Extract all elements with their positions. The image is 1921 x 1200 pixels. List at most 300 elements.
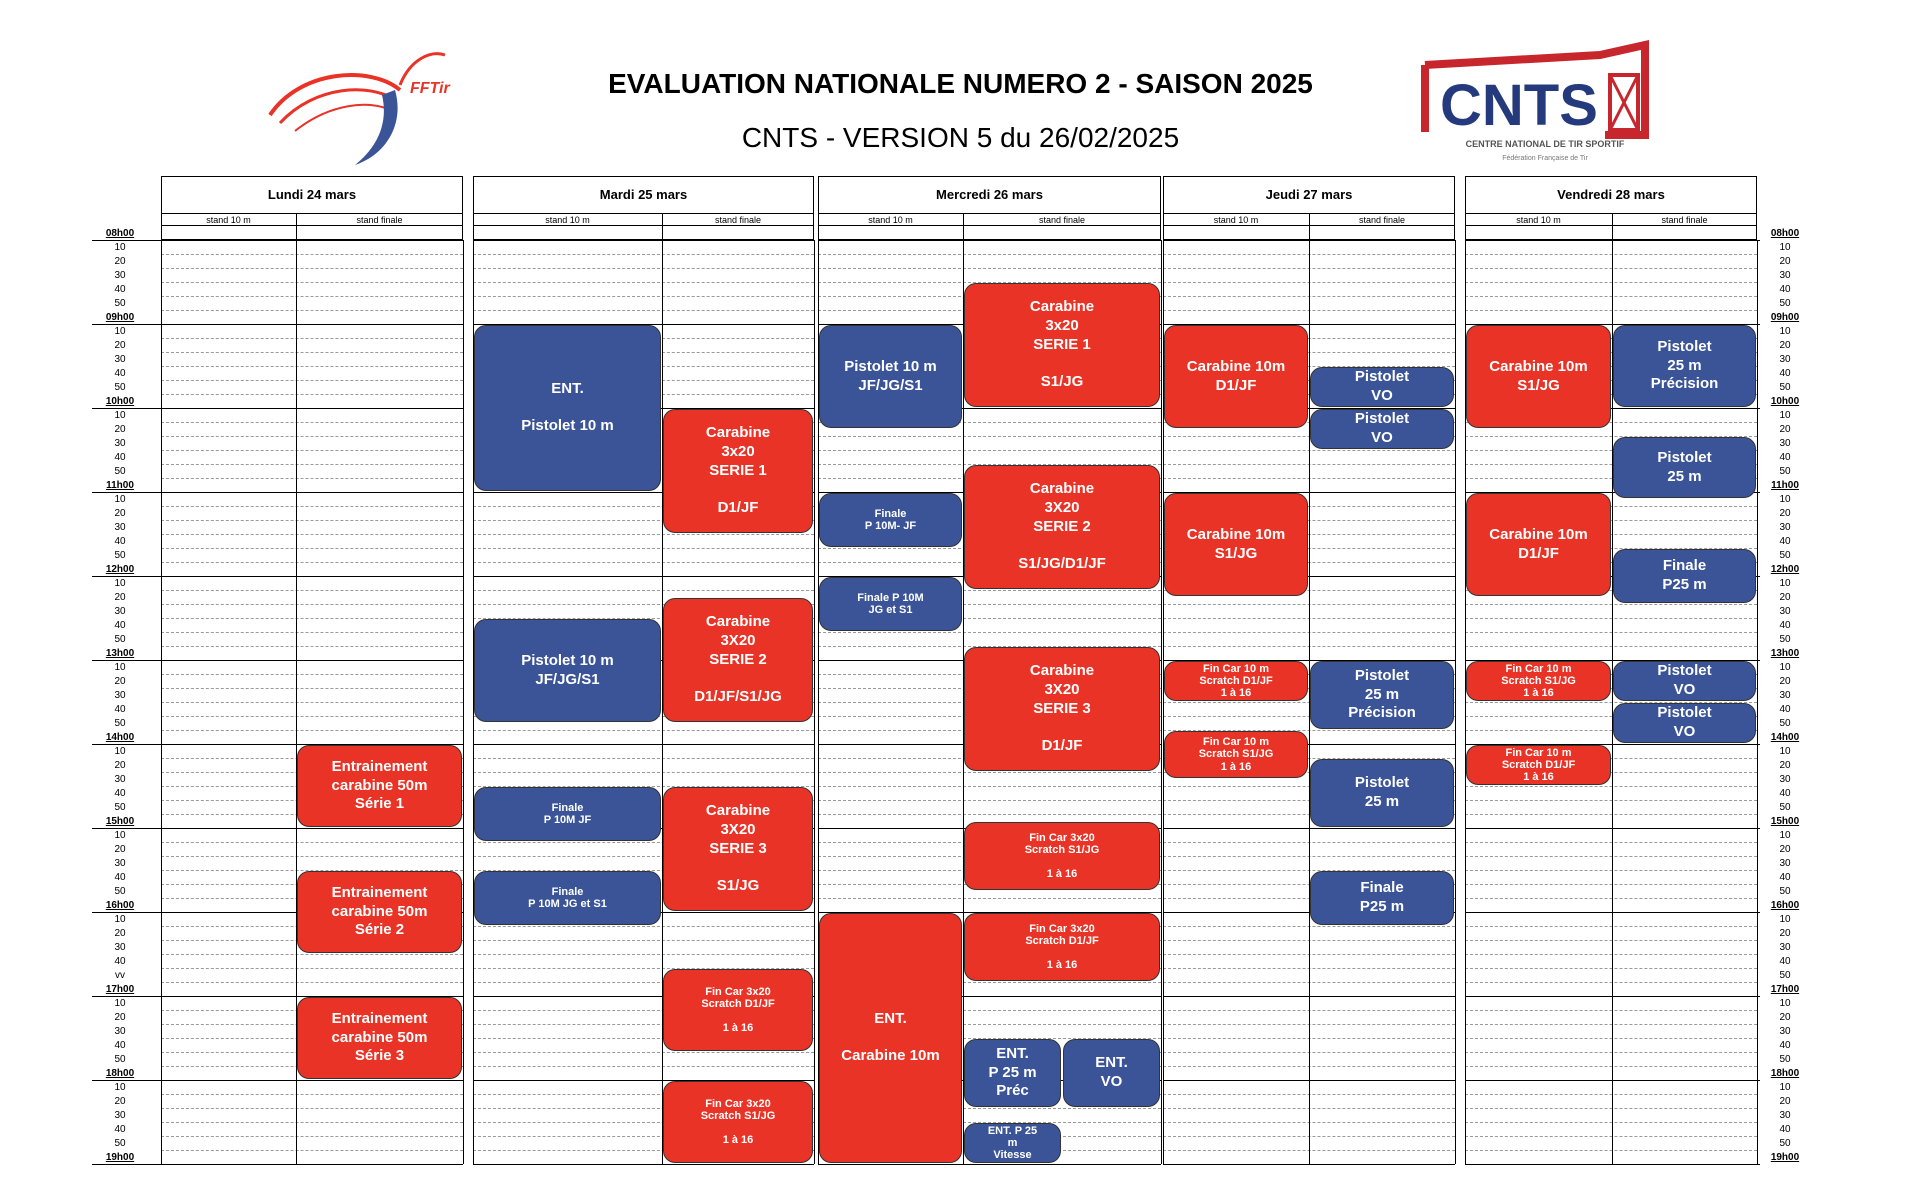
schedule-event[interactable] [1613, 325, 1756, 407]
schedule-event[interactable] [1164, 661, 1308, 701]
day-title: Vendredi 28 mars [1557, 187, 1665, 202]
hour-tick-left [92, 576, 162, 577]
schedule-event[interactable] [297, 871, 462, 953]
ten-minute-line [1465, 618, 1757, 619]
event-text-line: P 25 m [988, 1063, 1037, 1081]
schedule-event[interactable] [1613, 661, 1756, 701]
hour-label-left: 08h00 [105, 228, 135, 239]
ten-minute-line [1465, 1052, 1757, 1053]
event-text-line: 25 m [1364, 793, 1400, 810]
hour-label-right: 08h00 [1770, 228, 1800, 239]
day-blank-row [818, 226, 1161, 240]
ten-minute-line [161, 954, 463, 955]
hour-label-left: 09h00 [105, 312, 135, 323]
ten-minute-line [161, 1122, 463, 1123]
event-text-line: Carabine [705, 802, 771, 820]
minute-label-right: 30 [1779, 858, 1791, 869]
page-title: EVALUATION NATIONALE NUMERO 2 - SAISON 2025 [608, 68, 1313, 99]
minute-label-right: 50 [1779, 634, 1791, 645]
event-text-line: Scratch S1/JG [1024, 843, 1100, 856]
minute-label-right: 20 [1779, 340, 1791, 351]
blank-row-divider [963, 226, 964, 240]
event-text-line: ENT. [996, 1044, 1029, 1062]
ten-minute-line [1465, 1108, 1757, 1109]
stand-label: stand finale [356, 215, 403, 225]
ten-minute-line [1465, 268, 1757, 269]
hour-tick-left [92, 1080, 162, 1081]
day-title: Mardi 25 mars [599, 187, 688, 202]
event-text-line: m [1007, 1136, 1018, 1149]
day-title: Jeudi 27 mars [1265, 187, 1353, 202]
minute-label-right: 20 [1779, 760, 1791, 771]
minute-label-left: 40 [114, 956, 126, 967]
event-text-line: Fin Car 10 m [1202, 736, 1270, 749]
minute-label-right: 10 [1779, 746, 1791, 757]
ten-minute-line [1465, 296, 1757, 297]
event-text-line: Pistolet [1657, 448, 1712, 466]
ten-minute-line [161, 604, 463, 605]
schedule-event[interactable] [964, 1039, 1061, 1107]
ten-minute-line [818, 254, 1161, 255]
minute-label-right: 10 [1779, 242, 1791, 253]
event-text-line: 1 à 16 [1523, 687, 1554, 700]
event-text-line: ENT. P 25 [987, 1124, 1038, 1137]
ten-minute-line [473, 254, 814, 255]
schedule-event[interactable] [1063, 1039, 1160, 1107]
minute-label-right: 40 [1779, 452, 1791, 463]
ten-minute-line [1465, 842, 1757, 843]
event-text-line: Préc [996, 1082, 1029, 1100]
event-text-line: Carabine 10m [1186, 525, 1286, 543]
event-text-line: VO [1100, 1073, 1123, 1090]
schedule-event[interactable] [663, 598, 813, 722]
stand-label: stand 10 m [1213, 215, 1259, 225]
event-text-line: 25 m [1667, 356, 1702, 374]
event-text-line: 1 à 16 [1220, 687, 1252, 700]
schedule-event[interactable] [1613, 437, 1756, 498]
minute-label-left: 20 [114, 928, 126, 939]
ten-minute-line [1465, 254, 1757, 255]
blank-row-divider [1309, 226, 1310, 240]
hour-label-left: 17h00 [105, 984, 135, 995]
schedule-event[interactable] [297, 997, 462, 1079]
stand-label: stand 10 m [1516, 215, 1561, 225]
event-text-line: Pistolet [1354, 368, 1410, 386]
event-text-line: S1/JG [716, 877, 760, 895]
hour-label-left: 19h00 [105, 1152, 135, 1163]
event-text-line: Scratch D1/JF [1501, 758, 1576, 771]
minute-label-left: 20 [114, 760, 126, 771]
hour-tick-left [92, 744, 162, 745]
hour-label-left: 15h00 [105, 816, 135, 827]
ten-minute-line [161, 268, 463, 269]
hour-line [161, 492, 463, 493]
event-text-line [565, 399, 569, 418]
schedule-event[interactable] [1466, 493, 1611, 596]
ten-minute-line [1465, 1136, 1757, 1137]
minute-label-right: 30 [1779, 774, 1791, 785]
hour-label-left: 13h00 [105, 648, 135, 659]
minute-label-left: 40 [114, 620, 126, 631]
minute-label-right: 50 [1779, 886, 1791, 897]
event-text-line: 1 à 16 [1046, 959, 1078, 972]
ten-minute-line [161, 1136, 463, 1137]
event-text-line: 3X20 [1044, 498, 1080, 516]
event-text-line: Pistolet [1354, 410, 1410, 428]
schedule-event[interactable] [1164, 325, 1308, 428]
blank-row-divider [1612, 226, 1613, 240]
ten-minute-line [473, 940, 814, 941]
event-text-line: SERIE 1 [709, 461, 767, 479]
event-text-line [1060, 536, 1064, 555]
event-text-line [1060, 354, 1064, 373]
event-text-line: S1/JG [1214, 544, 1258, 562]
schedule-event[interactable] [819, 577, 962, 631]
ten-minute-line [1465, 282, 1757, 283]
minute-label-right: 10 [1779, 914, 1791, 925]
minute-label-left: 30 [114, 774, 126, 785]
hour-tick-right [1690, 744, 1760, 745]
svg-text:Fédération Française de Tir: Fédération Française de Tir [1502, 155, 1588, 162]
event-text-line: Carabine [1029, 662, 1095, 680]
minute-label-left: 20 [114, 592, 126, 603]
day-title: Lundi 24 mars [267, 187, 357, 202]
hour-tick-left [92, 912, 162, 913]
ten-minute-line [473, 268, 814, 269]
minute-label-right: 50 [1779, 802, 1791, 813]
ten-minute-line [161, 618, 463, 619]
schedule-event[interactable] [1310, 409, 1454, 449]
ten-minute-line [818, 800, 1161, 801]
event-text-line: Pistolet 10 m [521, 417, 614, 435]
schedule-event[interactable] [964, 822, 1160, 890]
hour-line [161, 240, 463, 241]
minute-label-right: 20 [1779, 592, 1791, 603]
schedule-event[interactable] [474, 619, 661, 722]
stand-label: stand finale [714, 215, 762, 225]
schedule-event[interactable] [964, 913, 1160, 981]
hour-label-left: 18h00 [105, 1068, 135, 1079]
minute-label-right: 10 [1779, 1082, 1791, 1093]
ten-minute-line [161, 464, 463, 465]
minute-label-left: 10 [114, 1082, 126, 1093]
schedule-event[interactable] [964, 465, 1160, 589]
minute-label-left: 10 [114, 242, 126, 253]
event-text-line: P 10M JF [543, 814, 592, 826]
ten-minute-line [1465, 1038, 1757, 1039]
minute-label-left: 30 [114, 858, 126, 869]
schedule-event[interactable] [297, 745, 462, 827]
event-text-line: Entrainement [331, 757, 428, 775]
hour-tick-left [92, 1164, 162, 1165]
stand-label: stand 10 m [206, 215, 251, 225]
minute-label-left: 50 [114, 634, 126, 645]
minute-label-left: 10 [114, 998, 126, 1009]
minute-label-right: 30 [1779, 522, 1791, 533]
minute-label-left: 20 [114, 508, 126, 519]
minute-label-right: 40 [1779, 368, 1791, 379]
schedule-event[interactable] [663, 409, 813, 533]
ten-minute-line [161, 646, 463, 647]
minute-label-right: 40 [1779, 788, 1791, 799]
ten-minute-line [161, 422, 463, 423]
event-text-line: 1 à 16 [1046, 868, 1078, 881]
minute-label-left: 20 [114, 844, 126, 855]
minute-label-right: 40 [1779, 1040, 1791, 1051]
minute-label-left: 20 [114, 256, 126, 267]
event-text-line [736, 669, 740, 688]
event-text-line: 1 à 16 [722, 1022, 754, 1035]
ten-minute-line [818, 786, 1161, 787]
ten-minute-line [161, 674, 463, 675]
ten-minute-line [1465, 884, 1757, 885]
event-text-line: P25 m [1662, 576, 1707, 593]
ten-minute-line [818, 898, 1161, 899]
minute-label-left: 10 [114, 326, 126, 337]
blank-row-divider [662, 226, 663, 240]
event-text-line: Pistolet [1657, 337, 1712, 355]
minute-label-right: 30 [1779, 606, 1791, 617]
schedule-event[interactable] [1164, 731, 1308, 778]
ten-minute-line [818, 814, 1161, 815]
event-text-line: ENT. [1095, 1054, 1128, 1072]
event-text-line: Pistolet [1354, 774, 1410, 792]
ten-minute-line [161, 730, 463, 731]
event-text-line: P 10M JG et S1 [528, 898, 607, 910]
event-text-line: Vitesse [993, 1149, 1032, 1162]
ten-minute-line [161, 716, 463, 717]
minute-label-right: 40 [1779, 284, 1791, 295]
event-text-line: Scratch D1/JF [1199, 674, 1273, 687]
stand-label: stand 10 m [545, 215, 590, 225]
ten-minute-line [473, 758, 814, 759]
schedule-event[interactable] [1466, 325, 1611, 428]
ten-minute-line [1465, 870, 1757, 871]
event-text-line: Finale P 10M [857, 591, 924, 604]
ten-minute-line [473, 534, 814, 535]
event-text-line: Carabine [705, 424, 771, 442]
schedule-event[interactable] [1613, 549, 1756, 603]
minute-label-left: 30 [114, 522, 126, 533]
minute-label-left: 40 [114, 284, 126, 295]
page-subtitle: CNTS - VERSION 5 du 26/02/2025 [741, 122, 1180, 153]
minute-label-right: 40 [1779, 536, 1791, 547]
schedule-event[interactable] [964, 647, 1160, 771]
event-text-line [1060, 718, 1064, 737]
minute-label-right: 30 [1779, 690, 1791, 701]
ten-minute-line [473, 562, 814, 563]
hour-label-left: 11h00 [106, 480, 134, 491]
stand-label: stand finale [1358, 215, 1406, 225]
svg-text:FFTir: FFTir [410, 80, 450, 97]
event-text-line: SERIE 3 [709, 839, 767, 857]
day-blank-row [473, 226, 814, 240]
schedule-event[interactable] [1613, 703, 1756, 743]
minute-label-left: 30 [114, 354, 126, 365]
event-text-line: JF/JG/S1 [858, 376, 923, 394]
minute-label-right: 50 [1779, 298, 1791, 309]
minute-label-right: 30 [1779, 942, 1791, 953]
minute-label-left: 30 [114, 942, 126, 953]
event-text-line: Précision [1650, 375, 1719, 393]
minute-label-right: 30 [1779, 354, 1791, 365]
event-text-line: 3x20 [1045, 316, 1079, 334]
ten-minute-line [161, 842, 463, 843]
hour-line [161, 1080, 463, 1081]
hour-tick-right [1690, 240, 1760, 241]
minute-label-right: 20 [1779, 1096, 1791, 1107]
schedule-event[interactable] [819, 325, 962, 428]
minute-label-right: 10 [1779, 326, 1791, 337]
event-text-line: VO [1673, 681, 1696, 698]
hour-label-right: 12h00 [1770, 564, 1800, 575]
hour-tick-left [92, 492, 162, 493]
event-text-line: S1/JG [1040, 373, 1084, 391]
hour-tick-left [92, 660, 162, 661]
ten-minute-line [161, 548, 463, 549]
hour-label-right: 17h00 [1770, 984, 1800, 995]
ten-minute-line [1465, 1066, 1757, 1067]
hour-label-left: 10h00 [105, 396, 135, 407]
stand-label: stand finale [1661, 215, 1708, 225]
hour-label-left: 14h00 [105, 732, 135, 743]
ten-minute-line [1465, 940, 1757, 941]
event-text-line: Pistolet [1657, 704, 1712, 722]
hour-line [161, 1164, 463, 1165]
schedule-event[interactable] [663, 1081, 813, 1163]
schedule-event[interactable] [1310, 871, 1454, 925]
schedule-event[interactable] [964, 1123, 1061, 1163]
event-text-line: 25 m [1364, 685, 1400, 703]
event-text-line: SERIE 1 [1033, 335, 1091, 353]
minute-label-left: 30 [114, 270, 126, 281]
minute-label-right: 30 [1779, 438, 1791, 449]
minute-label-left: 20 [114, 1012, 126, 1023]
minute-label-left: 30 [114, 690, 126, 701]
event-text-line: Pistolet [1657, 662, 1712, 680]
event-text-line: Précision [1348, 704, 1416, 722]
ten-minute-line [161, 310, 463, 311]
minute-label-left: 40 [114, 704, 126, 715]
minute-label-left: 10 [114, 494, 126, 505]
event-text-line: Série 2 [354, 921, 405, 939]
hour-tick-right [1690, 1080, 1760, 1081]
schedule-event[interactable] [1310, 367, 1454, 407]
schedule-event[interactable] [1310, 661, 1454, 729]
schedule-event[interactable] [1310, 759, 1454, 827]
ten-minute-line [161, 856, 463, 857]
event-text-line: Série 3 [354, 1047, 405, 1065]
minute-label-left: 50 [114, 1054, 126, 1065]
ten-minute-line [473, 590, 814, 591]
minute-label-right: 40 [1779, 1124, 1791, 1135]
event-text-line: Fin Car 10 m [1505, 662, 1572, 675]
day-title: Mercredi 26 mars [936, 187, 1043, 202]
schedule-event[interactable] [663, 969, 813, 1051]
schedule-event[interactable] [1466, 745, 1611, 785]
ten-minute-line [161, 282, 463, 283]
ten-minute-line [161, 520, 463, 521]
ten-minute-line [161, 1108, 463, 1109]
hour-label-right: 11h00 [1771, 480, 1799, 491]
event-text-line: D1/JF [1215, 376, 1257, 394]
schedule-event[interactable] [819, 913, 962, 1163]
event-text-line: Fin Car 10 m [1505, 746, 1572, 759]
hour-label-left: 16h00 [105, 900, 135, 911]
minute-label-left: 50 [114, 802, 126, 813]
ten-minute-line [1465, 604, 1757, 605]
ten-minute-line [473, 548, 814, 549]
day-border [1757, 240, 1758, 1164]
minute-label-right: 40 [1779, 620, 1791, 631]
event-text-line: ENT. [874, 1009, 907, 1027]
ten-minute-line [161, 366, 463, 367]
event-text-line: SERIE 2 [1033, 517, 1091, 535]
schedule-event[interactable] [964, 283, 1160, 407]
ten-minute-line [161, 1094, 463, 1095]
minute-label-right: 20 [1779, 424, 1791, 435]
schedule-event[interactable] [1164, 493, 1308, 596]
hour-tick-right [1690, 408, 1760, 409]
schedule-event[interactable] [1466, 661, 1611, 701]
schedule-event[interactable] [663, 787, 813, 911]
hour-line [473, 240, 814, 241]
schedule-event[interactable] [474, 325, 661, 491]
minute-label-left: 40 [114, 368, 126, 379]
ten-minute-line [161, 590, 463, 591]
event-text-line: 25 m [1667, 467, 1702, 485]
hour-line [161, 576, 463, 577]
ten-minute-line [161, 352, 463, 353]
hour-label-right: 09h00 [1770, 312, 1800, 323]
hour-tick-left [92, 828, 162, 829]
event-text-line: Carabine [705, 613, 771, 631]
ten-minute-line [161, 982, 463, 983]
ten-minute-line [161, 506, 463, 507]
event-text-line: SERIE 2 [709, 650, 767, 668]
hour-label-right: 13h00 [1770, 648, 1800, 659]
event-text-line: Pistolet [1354, 666, 1410, 684]
event-text-line: P25 m [1359, 898, 1405, 915]
schedule-event[interactable] [474, 787, 661, 841]
event-text-line: Scratch S1/JG [1198, 748, 1274, 761]
event-text-line: JF/JG/S1 [535, 670, 600, 688]
event-text-line: JG et S1 [868, 604, 913, 616]
ten-minute-line [1465, 310, 1757, 311]
schedule-event[interactable] [474, 871, 661, 925]
minute-label-left: 40 [114, 872, 126, 883]
event-text-line: Scratch S1/JG [1501, 674, 1576, 687]
minute-label-right: 20 [1779, 844, 1791, 855]
minute-label-left: 20 [114, 676, 126, 687]
event-text-line: SERIE 3 [1033, 699, 1091, 717]
stand-label: stand 10 m [868, 215, 913, 225]
minute-label-left: 50 [114, 718, 126, 729]
ten-minute-line [818, 632, 1161, 633]
ten-minute-line [161, 968, 463, 969]
minute-label-left: 30 [114, 438, 126, 449]
minute-label-right: 10 [1779, 578, 1791, 589]
schedule-event[interactable] [819, 493, 962, 547]
minute-label-left: 40 [114, 536, 126, 547]
event-text-line: Série 1 [354, 795, 405, 813]
event-text-line: D1/JF [1518, 544, 1559, 562]
day-border [1455, 240, 1456, 1164]
ten-minute-line [818, 436, 1161, 437]
ten-minute-line [1465, 898, 1757, 899]
hour-tick-right [1690, 912, 1760, 913]
minute-label-left: 10 [114, 830, 126, 841]
